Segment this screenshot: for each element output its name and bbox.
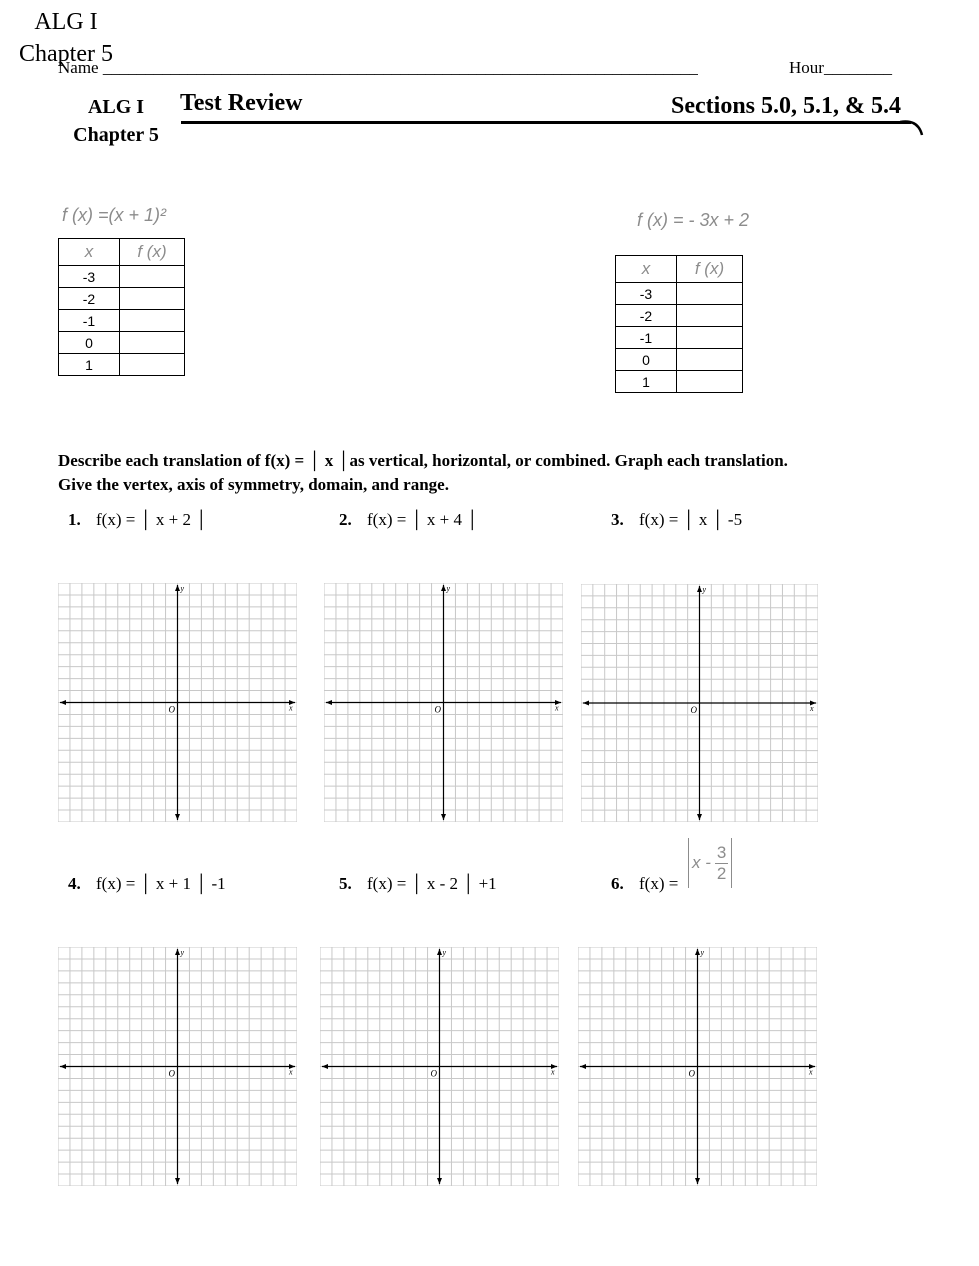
problem-number: 5.	[339, 874, 352, 893]
corner-course-line2: Chapter 5	[19, 41, 113, 67]
y-axis-label: y	[446, 584, 451, 593]
course-line2: Chapter 5	[73, 124, 159, 146]
x-axis-label: x	[810, 704, 814, 713]
y-axis-arrow-up	[175, 585, 180, 591]
problem-3	[611, 510, 742, 530]
answer-cell[interactable]	[677, 305, 743, 327]
table-cell: 1	[59, 354, 120, 376]
problem-2	[339, 510, 478, 530]
sections-label: Sections 5.0, 5.1, & 5.4	[671, 93, 901, 119]
problem-expression: f(x) =	[639, 874, 679, 893]
coordinate-grid-1[interactable]	[58, 583, 297, 822]
instructions-line1: Describe each translation of f(x) = │ x │as vertical, horizontal, or combined. Graph each translation.	[58, 451, 788, 470]
origin-label: O	[430, 1068, 437, 1079]
rule-curl	[900, 115, 926, 139]
y-axis-arrow-up	[175, 949, 180, 955]
problem-4	[68, 874, 226, 894]
instructions-line2: Give the vertex, axis of symmetry, domain, and range.	[58, 475, 449, 494]
name-field[interactable]: Name ______________________________________________________________________	[58, 58, 698, 77]
y-axis-arrow-down	[437, 1178, 442, 1184]
coordinate-grid-2[interactable]	[324, 583, 563, 822]
coordinate-grid-3[interactable]	[581, 584, 818, 822]
problem-number: 1.	[68, 510, 81, 529]
table-cell: -1	[616, 327, 677, 349]
origin-label: O	[168, 1068, 175, 1079]
x-axis-label: x	[551, 1067, 555, 1077]
y-axis-arrow-up	[437, 949, 442, 955]
answer-cell[interactable]	[120, 266, 185, 288]
table-cell: -3	[616, 283, 677, 305]
left-col-fx: f (x)	[120, 239, 185, 266]
title-rule	[181, 121, 911, 124]
course-label	[62, 93, 170, 149]
origin-label: O	[688, 1068, 695, 1079]
x-axis-arrow-left	[60, 700, 66, 705]
x-axis-arrow-left	[326, 700, 332, 705]
answer-cell[interactable]	[677, 349, 743, 371]
problem-6-abs-expression	[688, 838, 732, 888]
right-value-table	[615, 255, 743, 393]
coordinate-grid-4[interactable]	[58, 947, 297, 1186]
corner-course-line1: ALG I	[34, 9, 98, 35]
fraction	[715, 843, 728, 884]
fraction-numerator: 3	[716, 842, 727, 862]
problem-6	[611, 874, 678, 894]
table-cell: -1	[59, 310, 120, 332]
origin-label: O	[168, 704, 175, 715]
y-axis-arrow-down	[175, 814, 180, 820]
fraction-denominator: 2	[716, 863, 727, 883]
y-axis-arrow-down	[175, 1178, 180, 1184]
x-axis-label: x	[555, 703, 559, 713]
left-value-table	[58, 238, 185, 376]
problem-expression: f(x) = │ x + 2 │	[96, 510, 208, 529]
table-cell: 1	[616, 371, 677, 393]
y-axis-arrow-down	[695, 1178, 700, 1184]
instructions	[58, 449, 898, 497]
table-cell: 0	[59, 332, 120, 354]
coordinate-grid-5[interactable]	[320, 947, 559, 1186]
coordinate-grid-6[interactable]	[578, 947, 817, 1186]
answer-cell[interactable]	[120, 288, 185, 310]
problem-number: 4.	[68, 874, 81, 893]
table-cell: -2	[59, 288, 120, 310]
x-axis-label: x	[289, 1067, 293, 1077]
y-axis-label: y	[442, 948, 447, 957]
x-axis-label: x	[289, 703, 293, 713]
origin-label: O	[434, 704, 441, 715]
y-axis-label: y	[700, 948, 705, 957]
y-axis-arrow-down	[697, 814, 702, 820]
problem-expression: f(x) = │ x + 4 │	[367, 510, 479, 529]
y-axis-label: y	[180, 948, 185, 957]
answer-cell[interactable]	[120, 332, 185, 354]
answer-cell[interactable]	[677, 327, 743, 349]
answer-cell[interactable]	[677, 371, 743, 393]
x-axis-arrow-left	[580, 1064, 586, 1069]
left-col-x: x	[59, 239, 120, 266]
y-axis-arrow-up	[695, 949, 700, 955]
answer-cell[interactable]	[677, 283, 743, 305]
origin-label: O	[690, 705, 697, 715]
x-axis-arrow-left	[583, 701, 589, 706]
answer-cell[interactable]	[120, 310, 185, 332]
table-cell: -2	[616, 305, 677, 327]
problem-number: 2.	[339, 510, 352, 529]
problem-number: 3.	[611, 510, 624, 529]
x-axis-arrow-left	[322, 1064, 328, 1069]
y-axis-arrow-down	[441, 814, 446, 820]
problem-1	[68, 510, 207, 530]
problem-number: 6.	[611, 874, 624, 893]
y-axis-arrow-up	[697, 586, 702, 592]
right-col-x: x	[616, 256, 677, 283]
answer-cell[interactable]	[120, 354, 185, 376]
page-title: Test Review	[180, 90, 303, 116]
hour-field[interactable]: Hour________	[789, 58, 892, 77]
problem-expression: f(x) = │ x - 2 │ +1	[367, 874, 497, 893]
x-axis-arrow-left	[60, 1064, 66, 1069]
y-axis-label: y	[180, 584, 185, 593]
course-line1: ALG I	[87, 96, 145, 118]
problem-expression: f(x) = │ x + 1 │ -1	[96, 874, 226, 893]
problem-expression: f(x) = │ x │ -5	[639, 510, 743, 529]
x-axis-label: x	[809, 1067, 813, 1077]
right-table-formula: f (x) = - 3x + 2	[637, 210, 750, 230]
problem-5	[339, 874, 497, 894]
y-axis-label: y	[702, 585, 707, 594]
table-cell: 0	[616, 349, 677, 371]
left-table-formula: f (x) =(x + 1)²	[62, 205, 167, 225]
right-col-fx: f (x)	[677, 256, 743, 283]
y-axis-arrow-up	[441, 585, 446, 591]
abs-inner-text: x -	[692, 853, 711, 872]
table-cell: -3	[59, 266, 120, 288]
